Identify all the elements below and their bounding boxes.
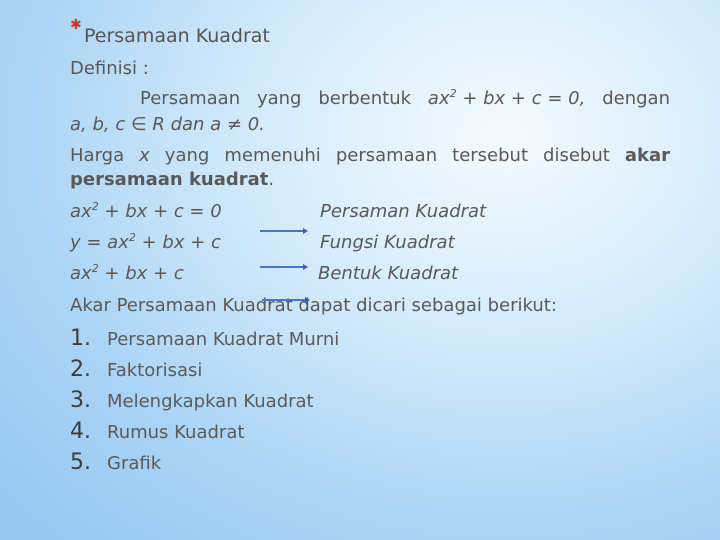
row-rhs-3: Bentuk Kuadrat: [318, 263, 459, 284]
row-rhs-1: Persaman Kuadrat: [320, 201, 487, 222]
row-rhs-2: Fungsi Kuadrat: [320, 232, 455, 253]
definisi-label: Definisi :: [70, 58, 149, 79]
list-item: [70, 419, 339, 450]
definition-word: yang: [256, 88, 302, 109]
list-number: 1.: [70, 326, 91, 351]
list-label: Grafik: [107, 453, 162, 474]
definition-word: dengan: [602, 88, 670, 109]
definition-word: berbentuk: [318, 88, 412, 109]
methods-intro: Akar Persamaan Kuadrat dapat dicari sebagai berikut:: [70, 295, 557, 316]
list-item: [70, 450, 339, 481]
row-lhs-1: $ax^2$ + bx + c = 0: [70, 200, 222, 222]
definition-line-2: a, b, c ∈ R dan a ≠ 0.: [70, 114, 265, 135]
arrow-icon: [260, 266, 304, 268]
list-label: Persamaan Kuadrat Murni: [107, 329, 340, 350]
definition-word: Persamaan: [140, 88, 241, 109]
list-number: 5.: [70, 450, 91, 475]
list-number: 2.: [70, 357, 91, 382]
harga-line-2: persamaan kuadrat.: [70, 169, 275, 190]
harga-word: yang: [164, 145, 210, 166]
harga-word: akar: [624, 145, 670, 166]
list-item: [70, 357, 339, 388]
definition-line-1: [140, 88, 670, 109]
list-label: Rumus Kuadrat: [107, 422, 245, 443]
harga-word: Harga: [70, 145, 125, 166]
list-label: Melengkapkan Kuadrat: [107, 391, 314, 412]
harga-word: disebut: [543, 145, 610, 166]
arrow-icon: [262, 299, 306, 301]
arrow-icon: [260, 230, 304, 232]
row-lhs-3: $ax^2$ + bx + c: [70, 262, 184, 284]
list-item: [70, 388, 339, 419]
title-star-icon: ✱: [70, 17, 82, 33]
list-number: 4.: [70, 419, 91, 444]
slide-title: Persamaan Kuadrat: [84, 25, 270, 47]
list-number: 3.: [70, 388, 91, 413]
definition-expression: $ax^2$ + bx + c = 0,: [427, 87, 586, 109]
row-lhs-2: $y = ax^2$ + bx + c: [70, 231, 221, 253]
harga-word: memenuhi: [224, 145, 321, 166]
harga-word: tersebut: [452, 145, 529, 166]
harga-line-1: [70, 145, 670, 166]
harga-word: x: [139, 145, 150, 166]
list-label: Faktorisasi: [107, 360, 203, 381]
harga-word: persamaan: [335, 145, 438, 166]
list-item: [70, 326, 339, 357]
methods-list: [70, 326, 339, 481]
